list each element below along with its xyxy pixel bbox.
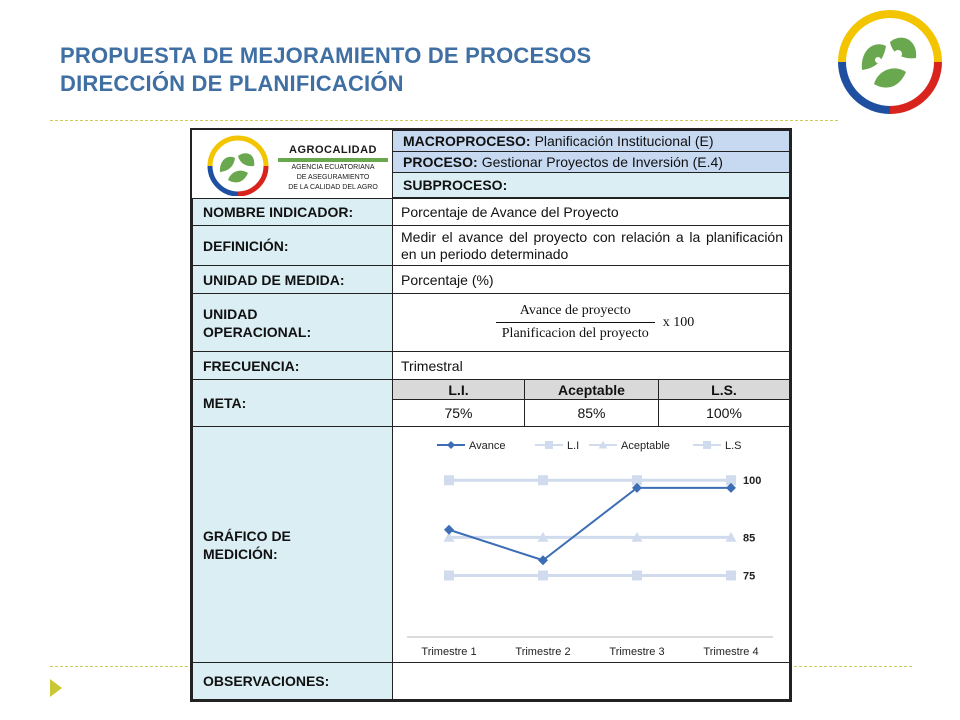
unidad-operacional-label-2: OPERACIONAL: <box>203 323 312 340</box>
point-li-3 <box>632 570 642 580</box>
proceso-label: PROCESO: <box>403 154 478 170</box>
meta-header-aceptable: Aceptable <box>524 379 659 400</box>
formula-denominator: Planificacion del proyecto <box>496 322 655 342</box>
x-tick-label-3: Trimestre 3 <box>609 646 665 658</box>
proceso-row <box>392 151 790 173</box>
frecuencia-label: FRECUENCIA: <box>192 351 393 380</box>
right-label-75: 75 <box>743 570 756 583</box>
x-tick-label-4: Trimestre 4 <box>703 646 759 658</box>
formula <box>496 303 694 342</box>
subproceso-row <box>392 172 790 198</box>
point-ls-2 <box>538 475 548 485</box>
x-tick-label-1: Trimestre 1 <box>421 646 477 658</box>
formula-multiplier: x 100 <box>662 314 695 330</box>
formula-numerator: Avance de proyecto <box>519 303 631 318</box>
unidad-operacional-formula <box>392 293 790 352</box>
unidad-medida-value: Porcentaje (%) <box>392 265 790 294</box>
meta-value-li: 75% <box>392 399 525 427</box>
x-tick-label-2: Trimestre 2 <box>515 646 571 658</box>
agency-subtitle-2: DE ASEGURAMIENTO <box>296 174 370 181</box>
meta-value-ls: 100% <box>658 399 790 427</box>
unidad-medida-label: UNIDAD DE MEDIDA: <box>192 265 393 294</box>
point-ls-1 <box>444 475 454 485</box>
legend-marker-ls <box>703 441 711 449</box>
top-divider <box>50 120 838 121</box>
point-li-4 <box>726 570 736 580</box>
grafico-label <box>192 426 393 663</box>
macroproceso-label: MACROPROCESO: <box>403 133 531 149</box>
macroproceso-value: Planificación Institucional (E) <box>534 133 714 149</box>
definicion-value: Medir el avance del proyecto con relación a la planificación en un periodo determinado <box>401 228 783 262</box>
definicion-label: DEFINICIÓN: <box>192 225 393 266</box>
unidad-operacional-label <box>192 293 393 352</box>
point-avance-1 <box>444 525 454 535</box>
meta-header-ls: L.S. <box>658 379 790 400</box>
slide-title <box>60 42 591 98</box>
agency-subtitle-3: DE LA CALIDAD DEL AGRO <box>288 184 378 191</box>
legend-label-avance: Avance <box>469 440 506 452</box>
macroproceso-row <box>392 130 790 152</box>
agency-name: AGROCALIDAD <box>289 144 377 156</box>
indicator-sheet <box>190 128 792 702</box>
grafico-label-2: MEDICIÓN: <box>203 545 278 562</box>
slide-title-line-1: PROPUESTA DE MEJORAMIENTO DE PROCESOS <box>60 43 592 68</box>
observaciones-label: OBSERVACIONES: <box>192 662 393 700</box>
grafico-label-1: GRÁFICO DE <box>203 527 291 544</box>
right-label-100: 100 <box>743 475 762 488</box>
point-li-1 <box>444 570 454 580</box>
point-li-2 <box>538 570 548 580</box>
nombre-indicador-value: Porcentaje de Avance del Proyecto <box>392 198 790 226</box>
agrocalidad-header-logo <box>198 134 392 196</box>
legend-label-li: L.I <box>567 440 580 452</box>
series-line-avance <box>449 488 731 560</box>
slide-title-line-2: DIRECCIÓN DE PLANIFICACIÓN <box>60 71 404 96</box>
right-label-85: 85 <box>743 532 756 545</box>
proceso-value: Gestionar Proyectos de Inversión (E.4) <box>481 154 723 170</box>
frecuencia-value: Trimestral <box>392 351 790 380</box>
bullet-arrow-icon <box>50 679 62 697</box>
observaciones-value <box>392 662 790 700</box>
agency-bar <box>278 158 388 162</box>
measurement-chart <box>393 427 789 662</box>
meta-label: META: <box>192 379 393 427</box>
agrocalidad-emblem-icon <box>202 134 274 196</box>
agrocalidad-logo-icon <box>834 6 946 118</box>
nombre-indicador-label: NOMBRE INDICADOR: <box>192 198 393 226</box>
meta-header-li: L.I. <box>392 379 525 400</box>
legend-label-aceptable: Aceptable <box>621 440 670 452</box>
legend-marker-avance <box>447 441 455 449</box>
grafico-cell <box>392 426 790 663</box>
agency-subtitle-1: AGENCIA ECUATORIANA <box>291 164 375 171</box>
legend-marker-li <box>545 441 553 449</box>
meta-value-aceptable: 85% <box>524 399 659 427</box>
definicion-value-cell <box>392 225 790 266</box>
legend-label-ls: L.S <box>725 440 742 452</box>
subproceso-label: SUBPROCESO: <box>403 177 508 193</box>
unidad-operacional-label-1: UNIDAD <box>203 305 258 322</box>
